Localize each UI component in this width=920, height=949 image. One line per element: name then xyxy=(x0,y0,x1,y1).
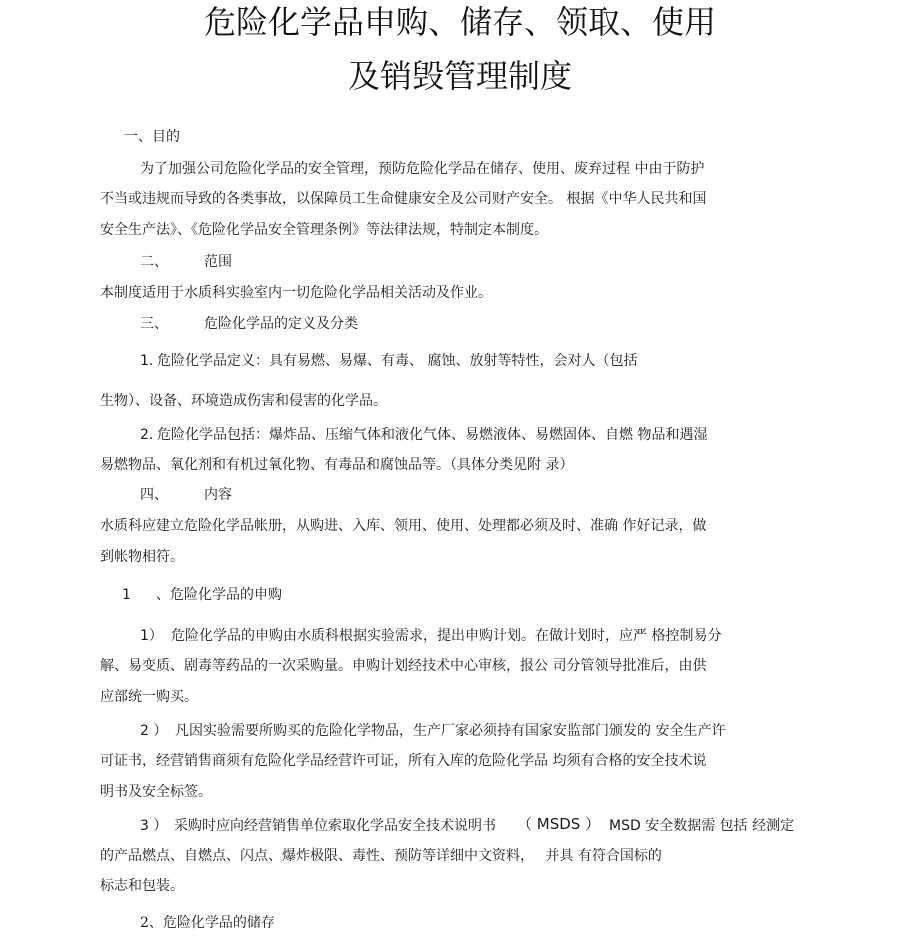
procurement-item-number: 3 ） xyxy=(140,818,168,834)
section-4-heading: 内容 xyxy=(204,487,232,503)
msds-abbreviation: （ MSDS ） xyxy=(517,815,601,833)
document-title-line-2: 及销毁管理制度 xyxy=(347,57,572,95)
subsection-2-heading: 2、危险化学品的储存 xyxy=(140,915,275,931)
section-4-number: 四、 xyxy=(140,487,168,503)
section-4-paragraph-line: 水质科应建立危险化学品帐册，从购进、入库、领用、使用、处理都必须及时、准确 作好记录，做 xyxy=(100,518,707,534)
section-1-paragraph-line: 安全生产法》、《危险化学品安全管理条例》等法律法规，特制定本制度。 xyxy=(100,222,548,238)
section-4-paragraph-line: 到帐物相符。 xyxy=(100,549,184,565)
procurement-item-line: 凡因实验需要所购买的危险化学物品，生产厂家必须持有国家安监部门颁发的 安全生产许 xyxy=(175,723,726,739)
procurement-item-line: 采购时应向经营销售单位索取化学品安全技术说明书 xyxy=(174,818,496,834)
section-1-heading: 一、目的 xyxy=(124,129,180,145)
section-2-number: 二、 xyxy=(140,254,168,270)
document-title-line-1: 危险化学品申购、储存、领取、使用 xyxy=(203,3,716,41)
procurement-item-number: 2 ） xyxy=(140,723,168,739)
section-1-paragraph-line: 为了加强公司危险化学品的安全管理，预防危险化学品在储存、使用、废弃过程 中由于防护 xyxy=(140,161,705,177)
procurement-item-line: 标志和包装。 xyxy=(100,878,184,894)
section-3-heading: 危险化学品的定义及分类 xyxy=(204,316,358,332)
subsection-1-heading: 、危险化学品的申购 xyxy=(156,587,282,603)
procurement-item-line: 明书及安全标签。 xyxy=(100,784,212,800)
procurement-item-line: 危险化学品的申购由水质科根据实验需求，提出申购计划。在做计划时，应严 格控制易分 xyxy=(171,628,722,644)
procurement-item-line: 解、易变质、剧毒等药品的一次采购量。申购计划经技术中心审核，报公 司分管领导批准后，由供 xyxy=(100,658,707,674)
msds-description: MSD 安全数据需 包括 经测定 xyxy=(609,818,795,834)
section-2-heading: 范围 xyxy=(204,254,232,270)
procurement-item-number: 1） xyxy=(140,628,163,644)
classification-item-line: 易燃物品、氧化剂和有机过氧化物、有毒品和腐蚀品等。（具体分类见附 录） xyxy=(100,457,574,473)
section-2-paragraph: 本制度适用于水质科实验室内一切危险化学品相关活动及作业。 xyxy=(100,285,492,301)
definition-item-number: 1. xyxy=(140,353,154,369)
subsection-1-number: 1 xyxy=(122,587,131,603)
classification-item-number: 2. xyxy=(140,427,154,443)
section-1-paragraph-line: 不当或违规而导致的各类事故，以保障员工生命健康安全及公司财产安全。 根据《中华人民共和国 xyxy=(100,191,707,207)
procurement-item-line: 的产品燃点、自燃点、闪点、爆炸极限、毒性、预防等详细中文资料， 并具 有符合国标的 xyxy=(100,848,662,864)
procurement-item-line: 应部统一购买。 xyxy=(100,689,198,705)
classification-item-line: 危险化学品包括：爆炸品、压缩气体和液化气体、易燃液体、易燃固体、自燃 物品和遇湿 xyxy=(157,427,708,443)
definition-item-line: 生物）、设备、环境造成伤害和侵害的化学品。 xyxy=(100,393,387,409)
section-3-number: 三、 xyxy=(140,316,168,332)
definition-item-line: 危险化学品定义：具有易燃、易爆、有毒、 腐蚀、放射等特性，会对人（包括 xyxy=(157,353,638,369)
procurement-item-line: 可证书，经营销售商须有危险化学品经营许可证，所有入库的危险化学品 均须有合格的安全技术说 xyxy=(100,753,707,769)
